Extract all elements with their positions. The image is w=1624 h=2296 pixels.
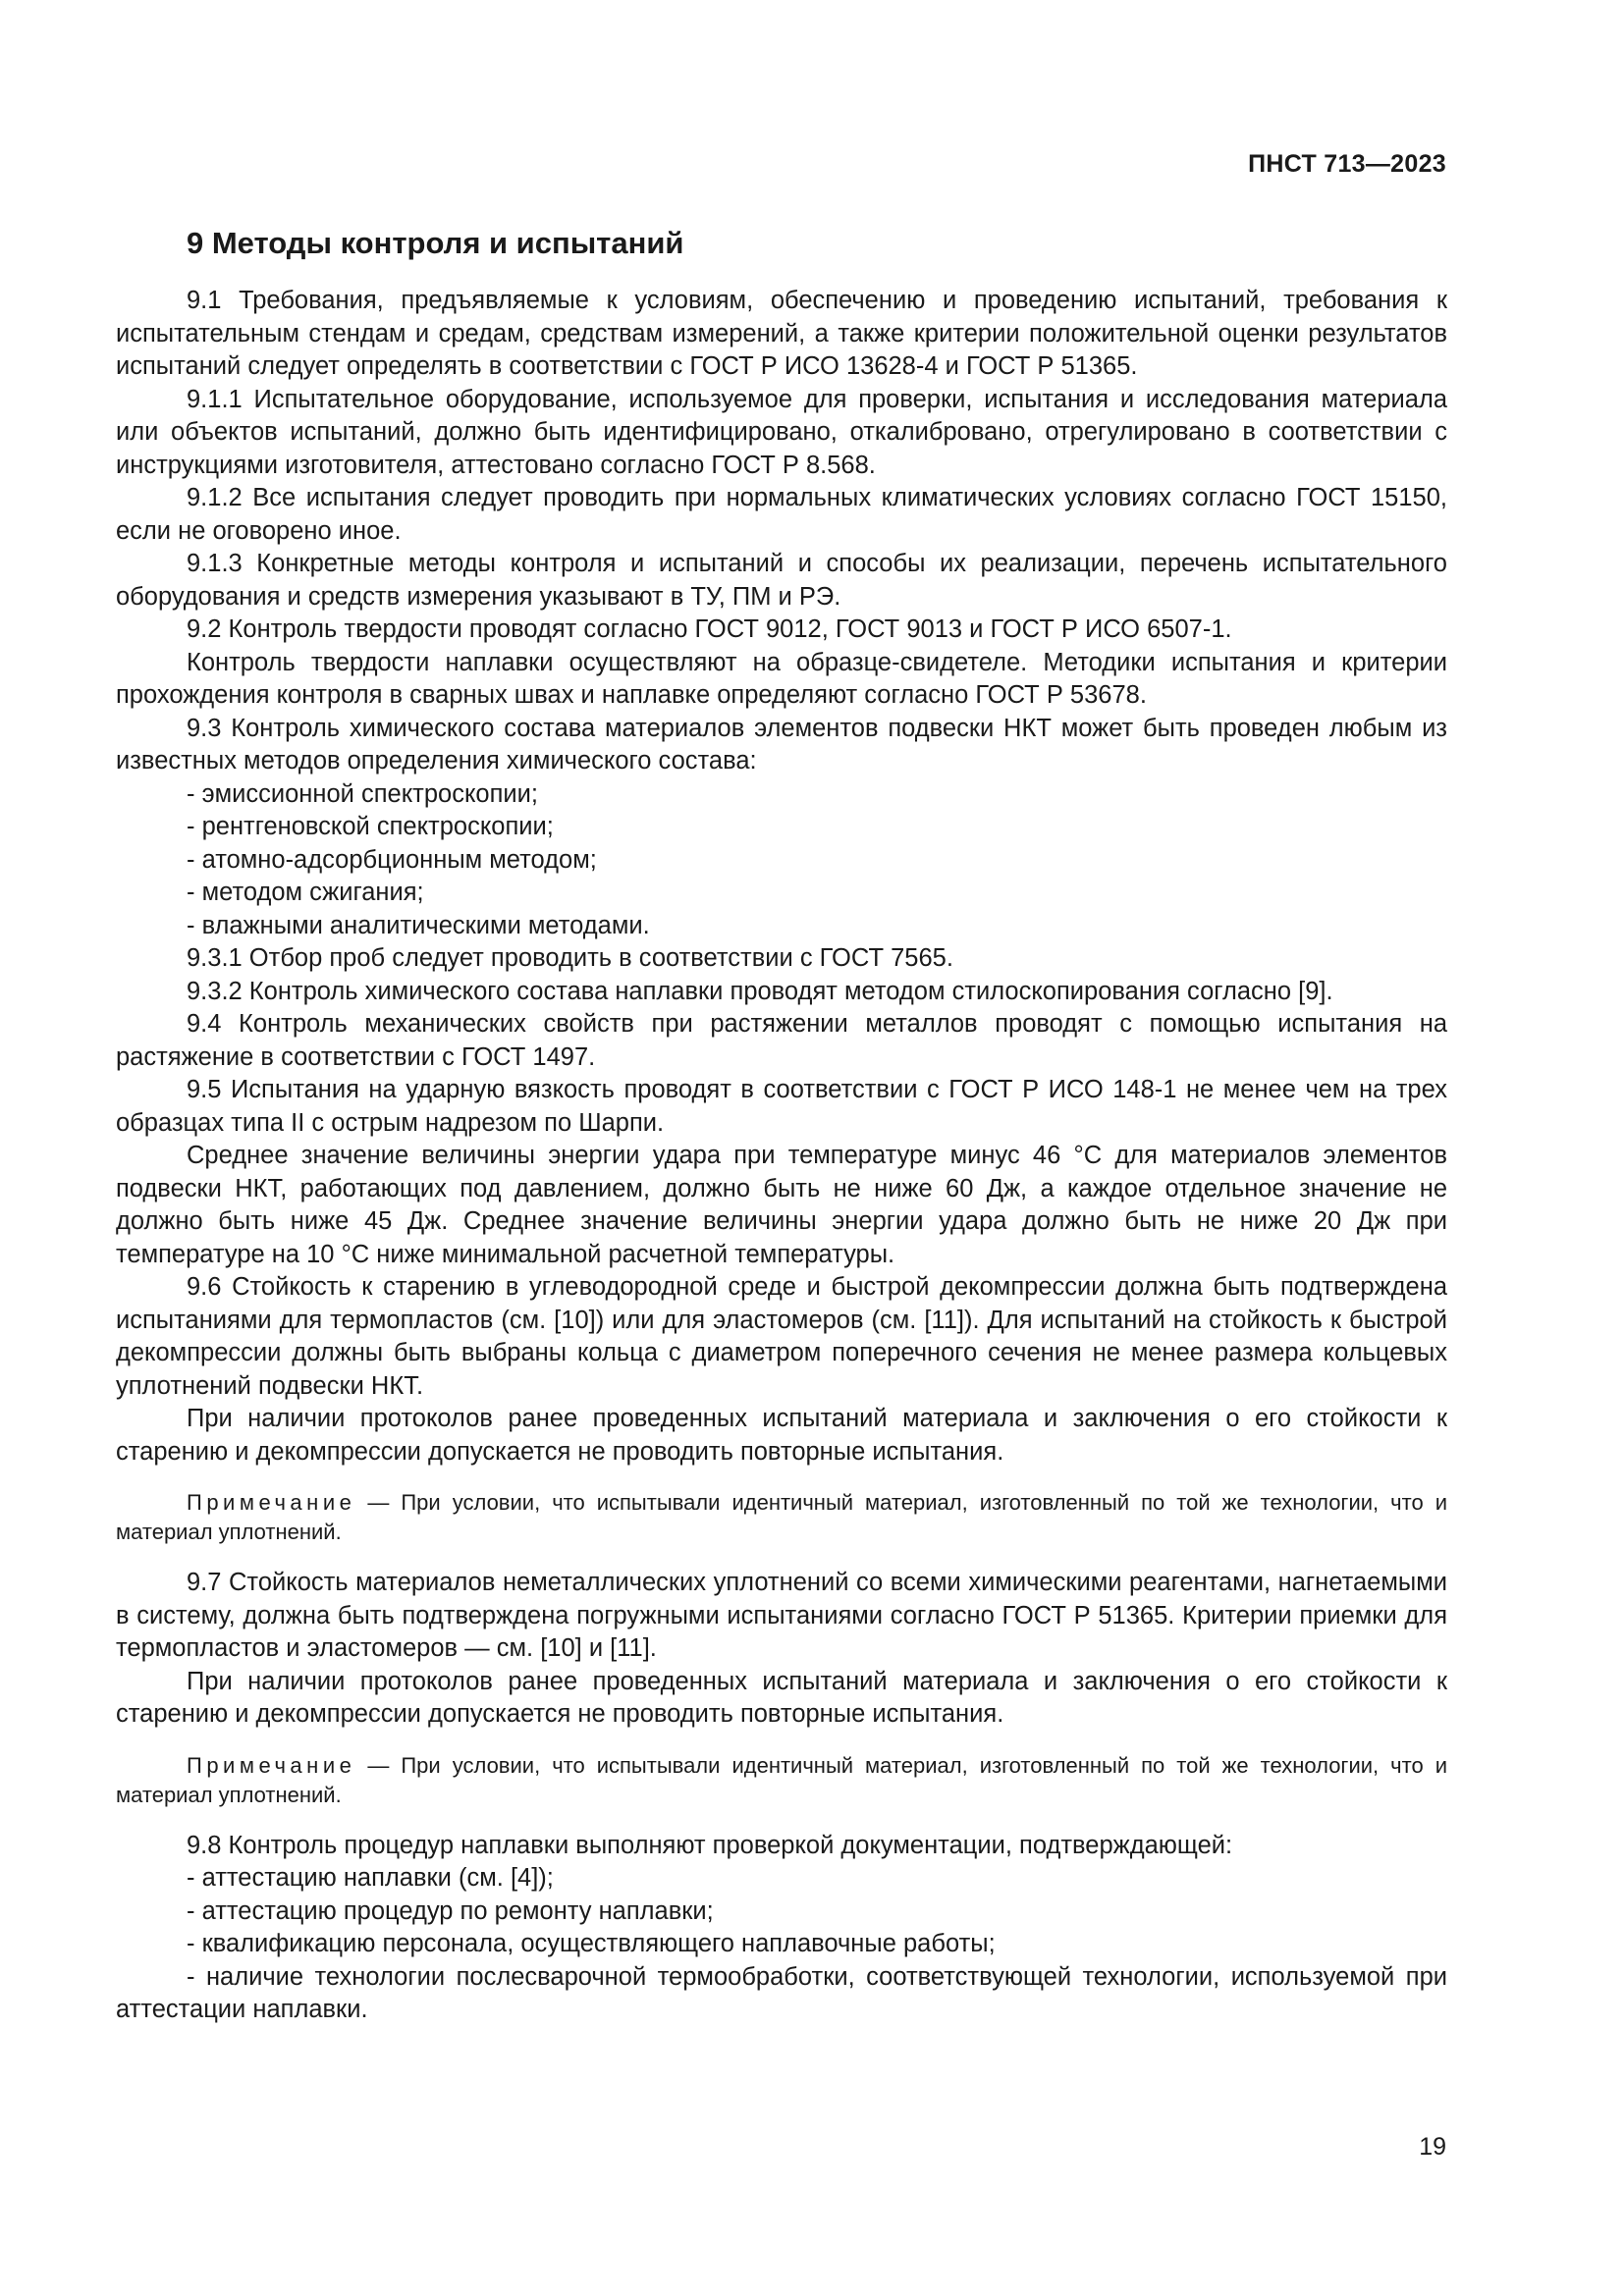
paragraph-9-4: 9.4 Контроль механических свойств при растяжении металлов проводят с помощью испытания на растяжение в соответствии с ГОСТ 1497. [116, 1010, 1447, 1071]
list-item: - квалификацию персонала, осуществляющего наплавочные работы; [187, 1930, 996, 1957]
paragraph-9-3: 9.3 Контроль химического состава материалов элементов подвески НКТ может быть проведен любым из известных методов определения химического состава: [116, 714, 1447, 774]
paragraph-9-3-1: 9.3.1 Отбор проб следует проводить в соответствии с ГОСТ 7565. [187, 944, 953, 972]
list-item: - аттестацию процедур по ремонту наплавки; [187, 1896, 714, 1925]
paragraph-9-1-2: 9.1.2 Все испытания следует проводить при нормальных климатических условиях согласно ГОСТ 15150, если не оговорено иное. [116, 484, 1447, 545]
paragraph-9-1: 9.1 Требования, предъявляемые к условиям, обеспечению и проведению испытаний, требования к испытательным стендам и средам, средствам измерений, а также критерии положительной оценки результатов испытаний следует определять в соответствии с ГОСТ Р ИСО 13628-4 и ГОСТ Р 51365. [116, 287, 1447, 380]
list-item: - аттестацию наплавки (см. [4]); [187, 1864, 554, 1892]
section-heading: 9 Методы контроля и испытаний [187, 226, 684, 260]
section-body [116, 285, 1447, 2027]
list-item: - эмиссионной спектроскопии; [187, 779, 538, 808]
note-label: Примечание [187, 1752, 356, 1778]
list-item: - методом сжигания; [187, 879, 424, 906]
list-item: - атомно-адсорбционным методом; [187, 845, 597, 874]
paragraph-9-7: 9.7 Стойкость материалов неметаллических уплотнений со всеми химическими реагентами, нагнетаемыми в систему, должна быть подтверждена погружными испытаниями согласно ГОСТ Р 51365. Критерии приемки для термопластов и эластомеров — см. [10] и [11]. [116, 1569, 1447, 1662]
paragraph-9-2-hardness-weld: Контроль твердости наплавки осуществляют на образце-свидетеле. Методики испытания и критерии прохождения контроля в сварных швах и наплавке определяют согласно ГОСТ Р 53678. [116, 648, 1447, 709]
paragraph-9-8: 9.8 Контроль процедур наплавки выполняют проверкой документации, подтверждающей: [187, 1831, 1233, 1859]
note-label: Примечание [187, 1490, 356, 1515]
list-item: - наличие технологии послесварочной термообработки, соответствующей технологии, используемой при аттестации наплавки. [116, 1962, 1447, 2023]
paragraph-9-2: 9.2 Контроль твердости проводят согласно ГОСТ 9012, ГОСТ 9013 и ГОСТ Р ИСО 6507-1. [187, 615, 1232, 643]
note-text: — При условии, что испытывали идентичный материал, изготовленный по той же технологии, что и материал уплотнений. [116, 1752, 1447, 1807]
paragraph-9-1-3: 9.1.3 Конкретные методы контроля и испытаний и способы их реализации, перечень испытательного оборудования и средств измерения указывают в ТУ, ПМ и РЭ. [116, 550, 1447, 611]
paragraph-9-5-impact-energy: Среднее значение величины энергии удара при температуре минус 46 °C для материалов элементов подвески НКТ, работающих под давлением, должно быть не ниже 60 Дж, а каждое отдельное значение не должно быть ниже 45 Дж. Среднее значение величины энергии удара должно быть не ниже 20 Дж при температуре на 10 °C ниже минимальной расчетной температуры. [116, 1142, 1447, 1268]
document-code: ПНСТ 713—2023 [1248, 150, 1446, 178]
note-1 [116, 1488, 1447, 1547]
list-item: - влажными аналитическими методами. [187, 911, 650, 939]
paragraph-9-5: 9.5 Испытания на ударную вязкость проводят в соответствии с ГОСТ Р ИСО 148-1 не менее чем на трех образцах типа II с острым надрезом по Шарпи. [116, 1076, 1447, 1137]
paragraph-9-6: 9.6 Стойкость к старению в углеводородной среде и быстрой декомпрессии должна быть подтверждена испытаниями для термопластов (см. [10]) или для эластомеров (см. [11]). Для испытаний на стойкость к быстрой декомпрессии должны быть выбраны кольца с диаметром поперечного сечения не менее размера кольцевых уплотнений подвески НКТ. [116, 1273, 1447, 1400]
note-text: — При условии, что испытывали идентичный материал, изготовленный по той же технологии, что и материал уплотнений. [116, 1490, 1447, 1544]
page-number: 19 [1419, 2133, 1446, 2161]
note-2 [116, 1751, 1447, 1810]
list-item: - рентгеновской спектроскопии; [187, 813, 554, 840]
paragraph-9-3-2: 9.3.2 Контроль химического состава наплавки проводят методом стилоскопирования согласно [9]. [187, 977, 1333, 1005]
paragraph-9-1-1: 9.1.1 Испытательное оборудование, используемое для проверки, испытания и исследования материала или объектов испытаний, должно быть идентифицировано, откалибровано, отрегулировано в соответствии с инструкциями изготовителя, аттестовано согласно ГОСТ Р 8.568. [116, 385, 1447, 479]
paragraph-9-7-protocols: При наличии протоколов ранее проведенных испытаний материала и заключения о его стойкости к старению и декомпрессии допускается не проводить повторные испытания. [116, 1667, 1447, 1728]
paragraph-9-6-protocols: При наличии протоколов ранее проведенных испытаний материала и заключения о его стойкости к старению и декомпрессии допускается не проводить повторные испытания. [116, 1405, 1447, 1466]
